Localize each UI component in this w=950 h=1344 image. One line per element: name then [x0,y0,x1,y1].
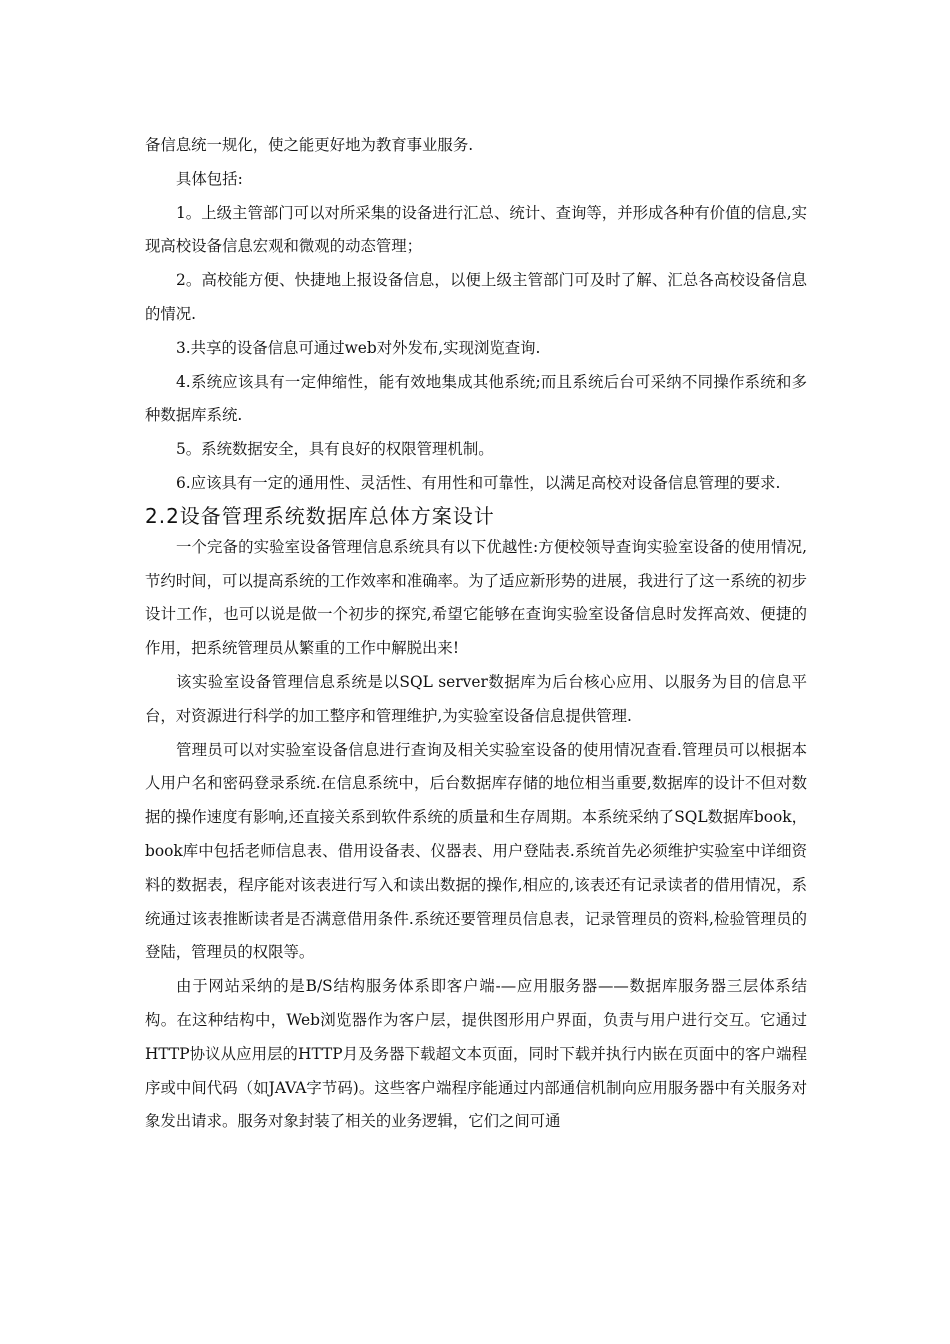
list-item-3: 3.共享的设备信息可通过web对外发布,实现浏览查询. [176,338,541,357]
list-item-6: 6.应该具有一定的通用性、灵活性、有用性和可靠性，以满足高校对设备信息管理的要求. [176,473,781,492]
paragraph-advantages: 一个完备的实验室设备管理信息系统具有以下优越性:方便校领导查询实验室设备的使用情况,节约时间，可以提高系统的工作效率和准确率。为了适应新形势的进展，我进行了这一系统的初步设计工作，也可以说是做一个初步的探究,希望它能够在查询实验室设备信息时发挥高效、便捷的作用，把系统管理员从繁重的工作中解脱出来! [145,537,807,658]
paragraph-platform: 该实验室设备管理信息系统是以SQL server数据库为后台核心应用、以服务为目的信息平台，对资源进行科学的加工整序和管理维护,为实验室设备信息提供管理. [145,672,807,725]
list-item-5: 5。系统数据安全，具有良好的权限管理机制。 [176,440,494,459]
section-heading: 2.2设备管理系统数据库总体方案设计 [145,503,495,528]
paragraph-list-intro: 具体包括: [176,169,243,188]
list-item-4: 4.系统应该具有一定伸缩性，能有效地集成其他系统;而且系统后台可采纳不同操作系统和多种数据库系统. [145,372,807,425]
paragraph-architecture: 由于网站采纳的是B/S结构服务体系即客户端-—应用服务器——数据库服务器三层体系结构。在这种结构中，Web浏览器作为客户层，提供图形用户界面，负责与用户进行交互。它通过HTTP协议从应用层的HTTP月及务器下载超文本页面，同时下载并执行内嵌在页面中的客户端程序或中间代码（如JAVA字节码)。这些客户端程序能通过内部通信机制向应用服务器中有关服务对象发出请求。服务对象封装了相关的业务逻辑，它们之间可通 [145,977,807,1131]
list-item-1: 1。上级主管部门可以对所采集的设备进行汇总、统计、查询等，并形成各种有价值的信息,实现高校设备信息宏观和微观的动态管理； [145,203,807,256]
paragraph-continuation: 备信息统一规化，使之能更好地为教育事业服务. [145,136,474,154]
paragraph-admin: 管理员可以对实验室设备信息进行查询及相关实验室设备的使用情况查看.管理员可以根据本人用户名和密码登录系统.在信息系统中，后台数据库存储的地位相当重要,数据库的设计不但对数据的操作速度有影响,还直接关系到软件系统的质量和生存周期。本系统采纳了SQL数据库book，book库中包括老师信息表、借用设备表、仪器表、用户登陆表.系统首先必须维护实验室中详细资料的数据表，程序能对该表进行写入和读出数据的操作,相应的,该表还有记录读者的借用情况，系统通过该表推断读者是否满意借用条件.系统还要管理员信息表，记录管理员的资料,检验管理员的登陆，管理员的权限等。 [145,740,807,962]
document-body [145,129,807,1139]
list-item-2: 2。高校能方便、快捷地上报设备信息，以便上级主管部门可及时了解、汇总各高校设备信息的情况. [145,271,807,323]
